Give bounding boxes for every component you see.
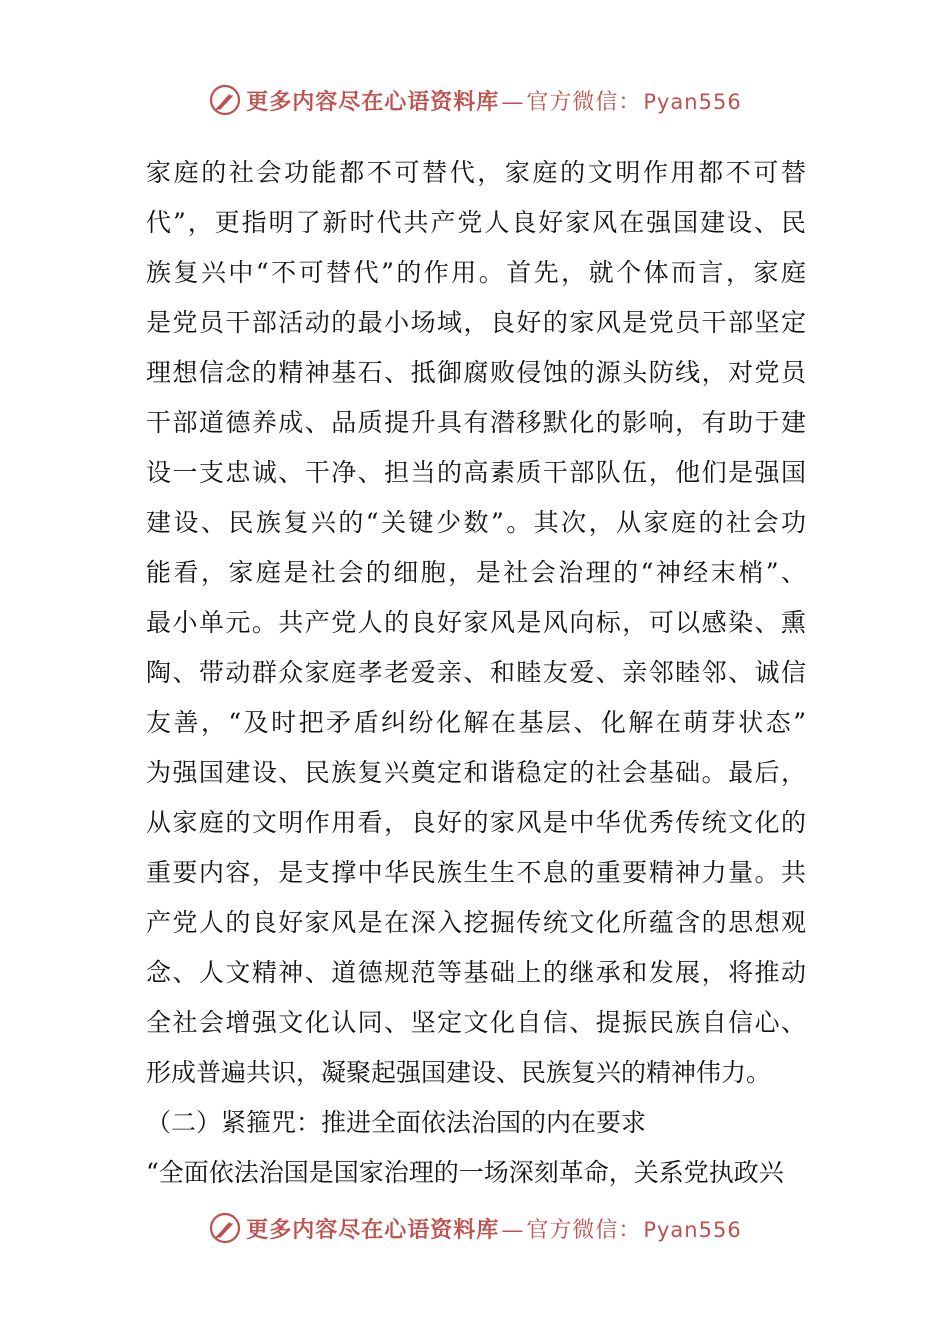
watermark-wechat-id: Pyan556 bbox=[643, 89, 742, 114]
body-line: 重要内容，是支撑中华民族生生不息的重要精神力量。共 bbox=[146, 858, 806, 887]
header-watermark bbox=[0, 80, 950, 120]
body-line: 陶、带动群众家庭孝老爱亲、和睦友爱、亲邻睦邻、诚信 bbox=[146, 658, 806, 687]
pen-logo-icon bbox=[208, 1211, 242, 1245]
body-line: “全面依法治国是国家治理的一场深刻革命，关系党执政兴 bbox=[146, 1158, 784, 1187]
body-line: 友善，“及时把矛盾纠纷化解在基层、化解在萌芽状态” bbox=[146, 708, 806, 737]
body-line: 念、人文精神、道德规范等基础上的继承和发展，将推动 bbox=[146, 958, 806, 987]
body-line: 形成普遍共识，凝聚起强国建设、民族复兴的精神伟力。 bbox=[146, 1058, 772, 1087]
footer-watermark bbox=[0, 1208, 950, 1248]
body-line: 是党员干部活动的最小场域，良好的家风是党员干部坚定 bbox=[146, 308, 806, 337]
body-line: 产党人的良好家风是在深入挖掘传统文化所蕴含的思想观 bbox=[146, 908, 806, 937]
body-line: 理想信念的精神基石、抵御腐败侵蚀的源头防线，对党员 bbox=[146, 358, 806, 387]
body-line: 最小单元。共产党人的良好家风是风向标，可以感染、熏 bbox=[146, 608, 806, 637]
document-body bbox=[146, 148, 806, 1198]
watermark-text bbox=[246, 1213, 741, 1244]
watermark-brand: 更多内容尽在心语资料库 bbox=[246, 1216, 500, 1243]
section-heading: （二）紧箍咒：推进全面依法治国的内在要求 bbox=[146, 1108, 647, 1137]
watermark-dash: — bbox=[501, 1217, 525, 1243]
body-line: 干部道德养成、品质提升具有潜移默化的影响，有助于建 bbox=[146, 408, 806, 437]
body-line: 全社会增强文化认同、坚定文化自信、提振民族自信心、 bbox=[146, 1008, 806, 1037]
watermark-dash: — bbox=[501, 89, 525, 115]
watermark-wechat-label: 官方微信： bbox=[526, 89, 642, 115]
watermark-wechat-id: Pyan556 bbox=[643, 1217, 742, 1242]
body-line: 从家庭的文明作用看，良好的家风是中华优秀传统文化的 bbox=[146, 808, 806, 837]
body-line: 家庭的社会功能都不可替代，家庭的文明作用都不可替 bbox=[146, 158, 806, 187]
watermark-text bbox=[246, 85, 741, 116]
body-line: 设一支忠诚、干净、担当的高素质干部队伍，他们是强国 bbox=[146, 458, 806, 487]
body-line: 建设、民族复兴的“关键少数”。其次，从家庭的社会功 bbox=[146, 508, 806, 537]
body-line: 能看，家庭是社会的细胞，是社会治理的“神经末梢”、 bbox=[146, 558, 806, 587]
body-line: 族复兴中“不可替代”的作用。首先，就个体而言，家庭 bbox=[146, 258, 806, 287]
pen-logo-icon bbox=[208, 83, 242, 117]
watermark-wechat-label: 官方微信： bbox=[526, 1217, 642, 1243]
body-line: 代”，更指明了新时代共产党人良好家风在强国建设、民 bbox=[146, 208, 806, 237]
body-line: 为强国建设、民族复兴奠定和谐稳定的社会基础。最后， bbox=[146, 758, 806, 787]
watermark-brand: 更多内容尽在心语资料库 bbox=[246, 88, 500, 115]
